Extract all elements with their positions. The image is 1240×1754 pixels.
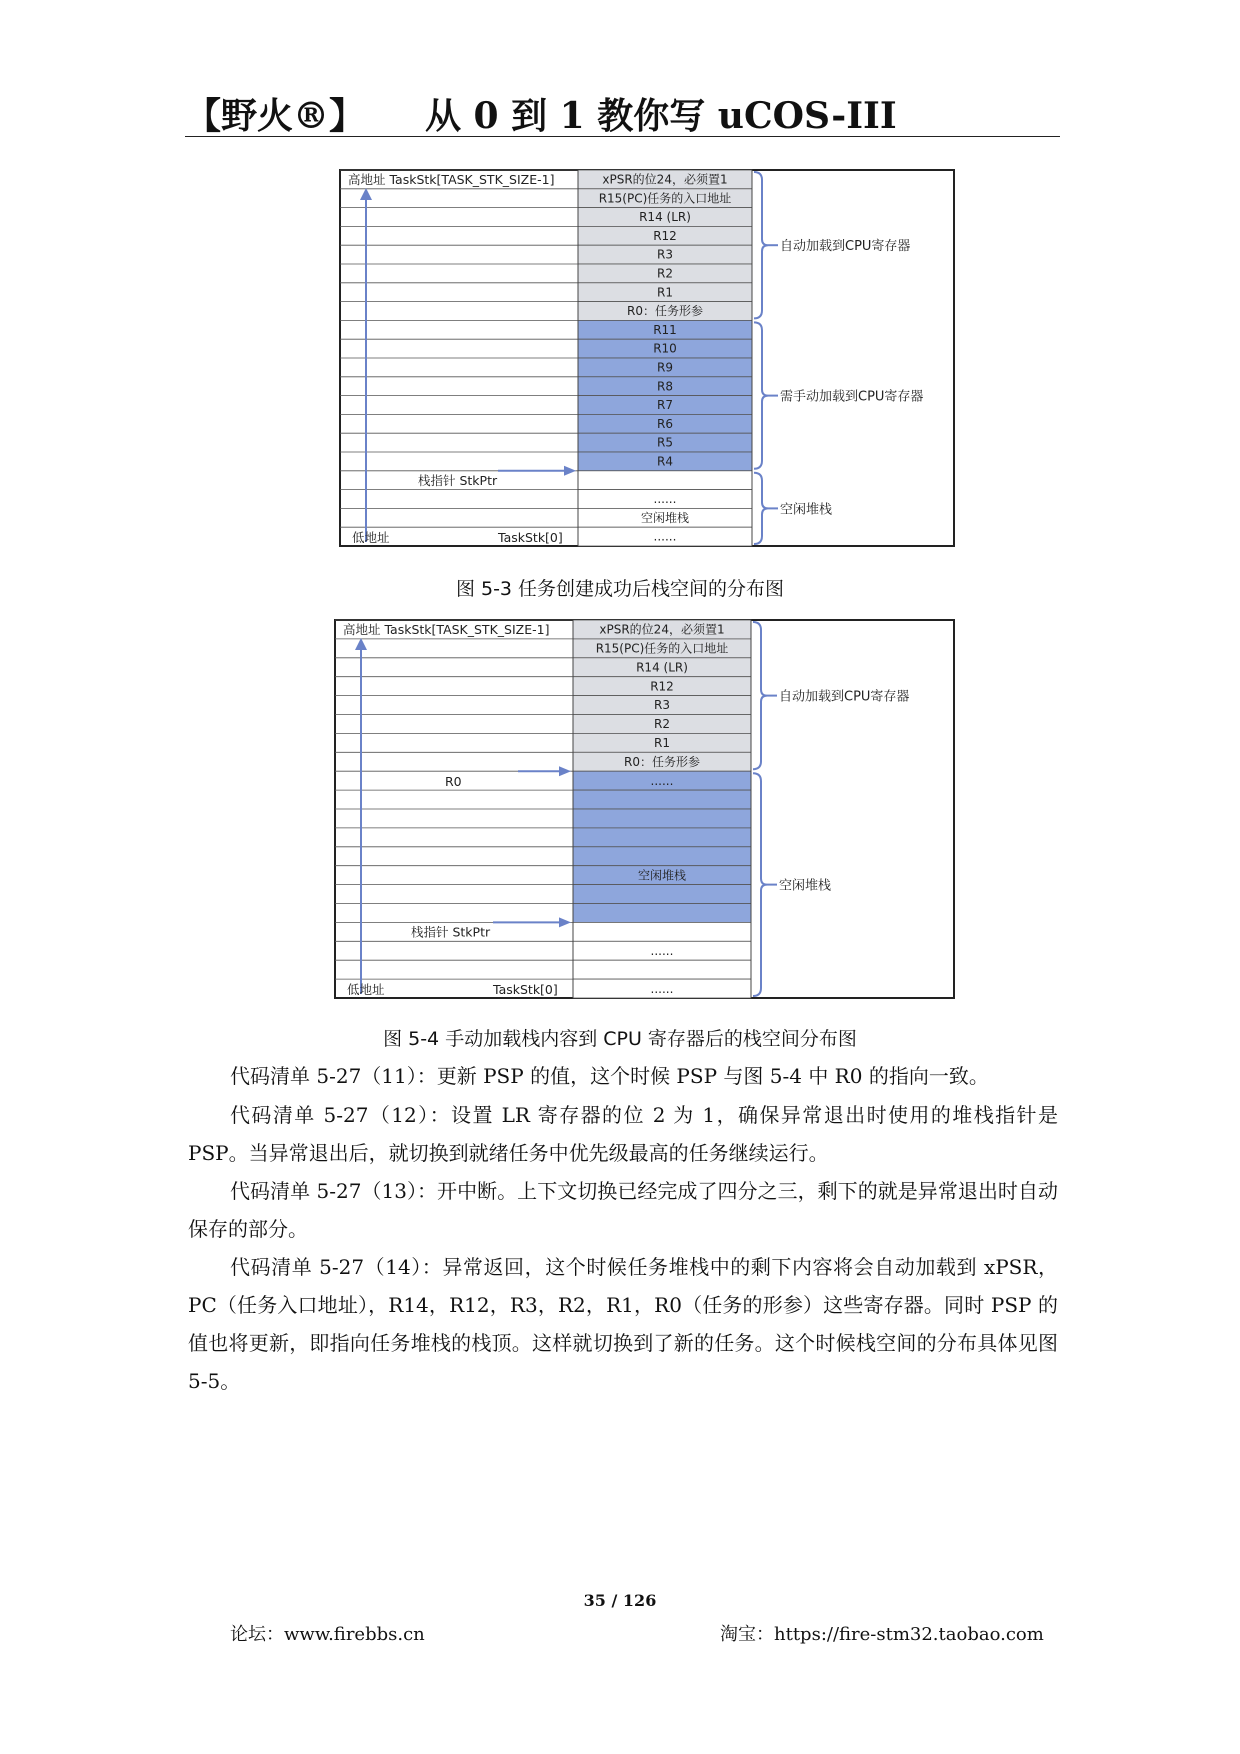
low-address-label: 低地址 [352,530,390,545]
paragraph-12: 代码清单 5-27（12）：设置 LR 寄存器的位 2 为 1，确保异常退出时使用的堆栈指针是 PSP。当异常退出后，就切换到就绪任务中优先级最高的任务继续运行。 [188,1103,1058,1165]
high-address-label: 高地址 TaskStk[TASK_STK_SIZE-1] [343,622,550,637]
stack-cell [573,828,751,847]
stack-cell-label: R2 [654,717,670,732]
stack-cell-label: R4 [657,454,673,469]
stack-cell-label: R1 [657,285,673,300]
stack-cell-label: R9 [657,360,673,375]
stack-cell [573,885,751,904]
stack-cell [573,847,751,866]
last-cell-label: ...... [650,982,674,996]
stack-cell-label: R6 [657,416,673,431]
brace-label: 自动加载到CPU寄存器 [780,239,911,255]
stack-cell-label: R2 [657,266,673,281]
figure2-caption: 图 5-4 手动加载栈内容到 CPU 寄存器后的栈空间分布图 [383,1028,857,1050]
stack-cell-label: ...... [653,492,677,507]
stack-cell-label: R3 [654,698,670,713]
low-address-label: 低地址 [347,982,385,997]
stack-cell [573,809,751,828]
stack-cell-label: R15(PC)任务的入口地址 [595,641,729,656]
high-address-label: 高地址 TaskStk[TASK_STK_SIZE-1] [348,172,555,187]
stack-cell-label: R0：任务形参 [627,304,703,319]
page-header [185,88,1060,138]
stack-cell-label: 空闲堆栈 [640,510,690,525]
stack-cell [573,790,751,809]
r0-label: R0 [445,774,462,790]
stack-cell-label: 空闲堆栈 [637,868,687,883]
stack-cell-label: R15(PC)任务的入口地址 [598,191,732,206]
footer-shop: 淘宝：https://fire-stm32.taobao.com [720,1624,1044,1645]
stack-cell-label: R8 [657,379,673,394]
header-divider [185,136,1060,137]
stack-cell-label: xPSR的位24，必须置1 [602,172,728,187]
stack-diagram-2 [333,618,958,1003]
figure-stack-after-load [333,618,958,1003]
stack-cell [573,960,751,979]
brace-label: 空闲堆栈 [780,502,833,518]
stack-cell-label: R10 [653,341,677,356]
stack-cell-label: R14 (LR) [639,210,691,225]
stack-cell-label: xPSR的位24，必须置1 [599,622,725,637]
footer-forum: 论坛：www.firebbs.cn [230,1624,425,1645]
stack-cell-label: R11 [653,322,677,337]
stkptr-label: 栈指针 StkPtr [418,472,498,488]
stack-cell [573,922,751,941]
stack-cell-label: R0：任务形参 [624,754,700,769]
taskstk0-label: TaskStk[0] [493,982,558,997]
stack-cell-label: R1 [654,736,670,751]
stack-cell [578,471,752,490]
figure1-caption: 图 5-3 任务创建成功后栈空间的分布图 [455,578,785,600]
paragraph-14: 代码清单 5-27（14）：异常返回，这个时候任务堆栈中的剩下内容将会自动加载到 xPSR，PC（任务入口地址），R14，R12，R3，R2，R1，R0（任务的形参）这些寄存器。同时 PSP 的值也将更新，即指向任务堆栈的栈顶。这样就切换到了新的任务。这个时候栈空间的分布具体见图 5-5。 [188,1255,1058,1393]
stack-cell-label: ...... [653,529,677,544]
page-number: 35 / 126 [583,1591,657,1610]
book-title: 从 0 到 1 教你写 uCOS-III [425,95,897,137]
stack-cell-label: R3 [657,247,673,262]
stkptr-label: 栈指针 StkPtr [411,924,491,940]
stack-cell-label: R5 [657,435,673,450]
stack-cell-label: ...... [650,943,674,958]
brace-label: 自动加载到CPU寄存器 [779,689,910,705]
stack-cell-label: R12 [653,228,677,243]
paragraph-11: 代码清单 5-27（11）：更新 PSP 的值，这个时候 PSP 与图 5-4 中 R0 的指向一致。 [230,1064,989,1088]
stack-cell [573,904,751,923]
stack-cell-label: R7 [657,398,673,413]
stack-diagram-1 [338,168,958,548]
stack-cell-label: R14 (LR) [636,660,688,675]
brace-label: 需手动加载到CPU寄存器 [780,389,924,405]
figure-stack-after-create [338,168,958,548]
paragraph-13: 代码清单 5-27（13）：开中断。上下文切换已经完成了四分之三，剩下的就是异常退出时自动保存的部分。 [188,1179,1058,1241]
brand-label: 【野火®】 [185,95,366,137]
taskstk0-label: TaskStk[0] [498,530,563,545]
stack-cell-label: ...... [650,773,674,788]
stack-cell-label: R12 [650,679,674,694]
brace-label: 空闲堆栈 [779,878,832,894]
